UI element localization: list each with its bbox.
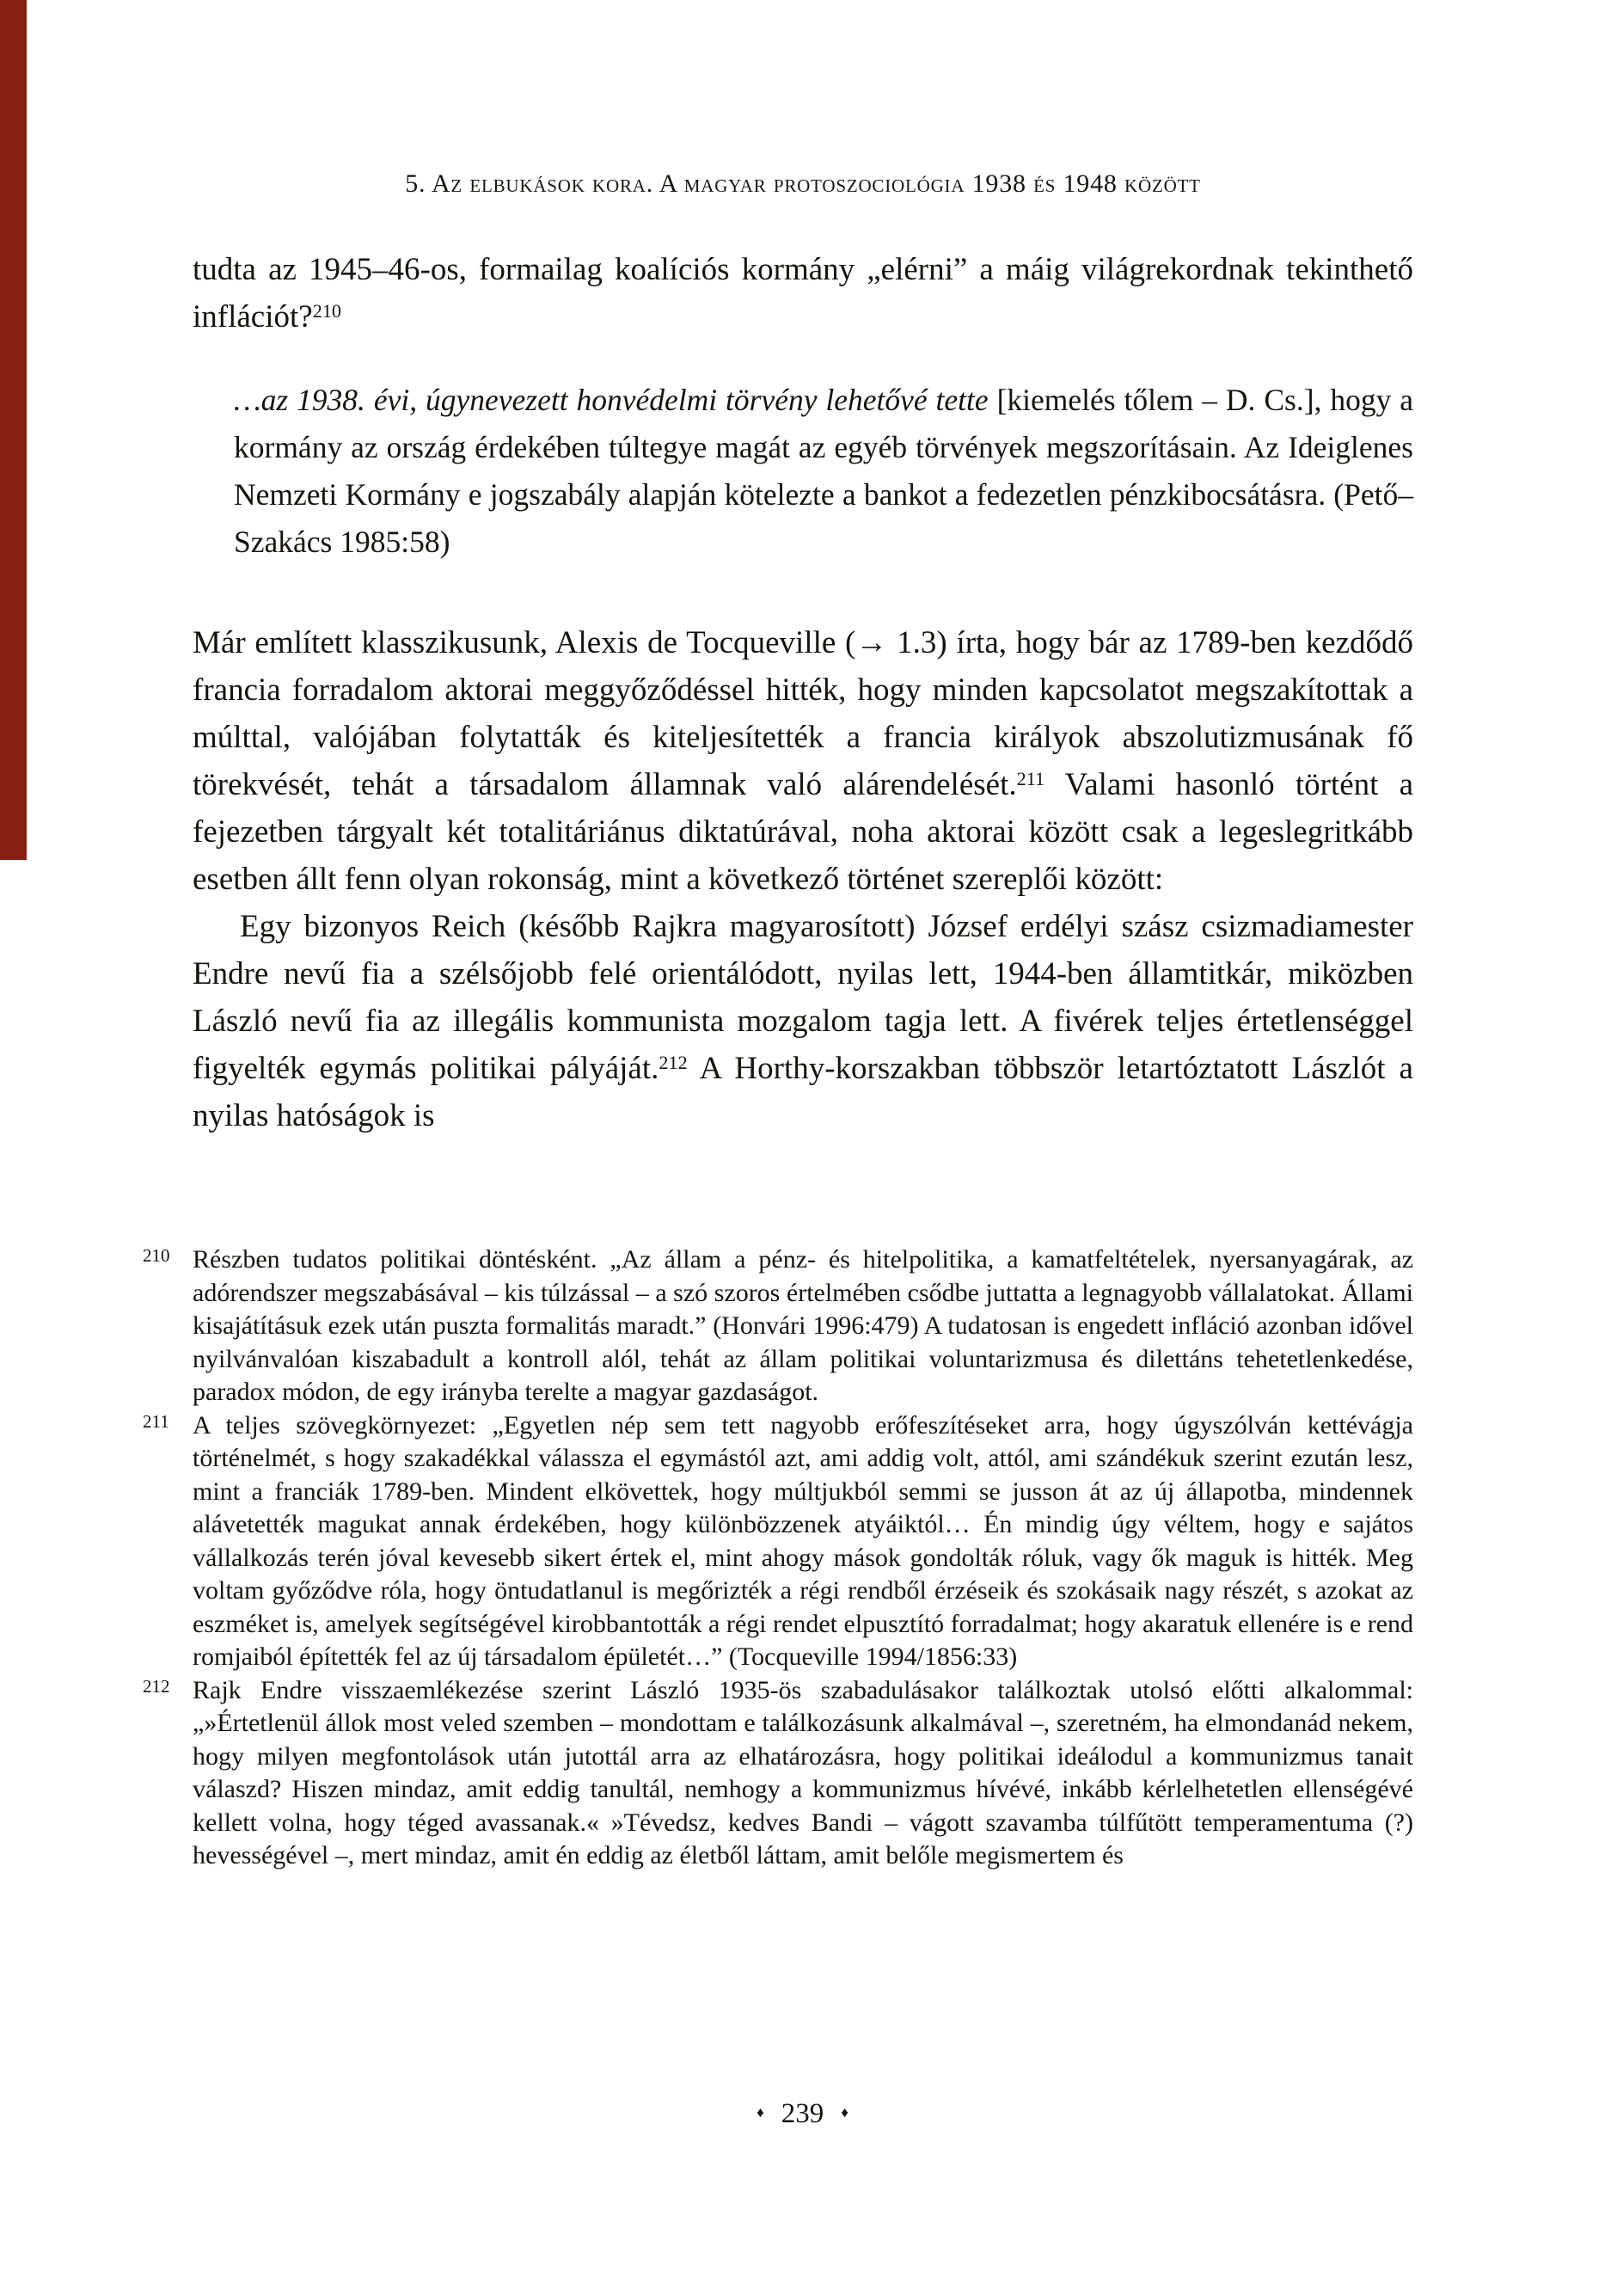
text-run: Egy bizonyos Reich (később Rajkra magyarosított) József erdélyi szász csizmadiamester Endre nevű fia a szélsőjobb felé orientálódott, nyilas lett, 1944-ben államtitkár, miközben László nevű fia az illegális kommunista mozgalom tagja lett. A fivérek teljes értetlenséggel figyelték egymás politikai pályáját.	[193, 909, 1413, 1086]
footnote-number: 212	[143, 1675, 170, 1697]
footnote-210	[143, 1243, 1413, 1409]
footnote-number: 211	[143, 1410, 169, 1432]
body-paragraph	[193, 903, 1413, 1139]
footnote-ref-superscript: 211	[1016, 768, 1045, 790]
footnote-ref-superscript: 212	[659, 1052, 688, 1074]
page-body-text	[193, 246, 1413, 1139]
text-run: tudta az 1945–46-os, formailag koalíciós kormány „elérni” a máig világrekordnak tekinthető inflációt?	[193, 252, 1413, 335]
running-header: 5. Az elbukások kora. A magyar protoszociológia 1938 és 1948 között	[405, 169, 1201, 198]
footnote-ref-superscript: 210	[312, 300, 341, 322]
text-run: Már említett klasszikusunk, Alexis de Tocqueville (→ 1.3) írta, hogy bár az 1789-ben kezdődő francia forradalom aktorai meggyőződéssel hitték, hogy minden kapcsolatot megszakítottak a múlttal, valójában folytatták és kiteljesítették a francia királyok abszolutizmusának fő törekvését, tehát a társadalom államnak való alárendelését.	[193, 625, 1413, 802]
text-run: A teljes szövegkörnyezet: „Egyetlen nép sem tett nagyobb erőfeszítéseket arra, hogy úgyszólván kettévágja történelmét, s hogy szakadékkal válassza el egymástól azt, ami addig volt, attól, ami szándékuk szerint ezután lesz, mint a franciák 1789-ben. Mindent elkövettek, hogy múltjukból semmi se jusson át az új állapotba, mindennek alávetették magukat annak érdekében, hogy különbözzenek atyáiktól… Én mindig úgy véltem, hogy e sajátos vállalkozás terén jóval kevesebb sikert értek el, mint ahogy mások gondolták róluk, vagy ők maguk is hitték. Meg voltam győződve róla, hogy öntudatlanul is megőrizték a régi rendből érzéseik és szokásaik nagy részét, s azokat az eszméket is, amelyek segítségével kirobbantották a régi rendet elpusztító forradalmat; hogy akaratuk ellenére is e rend romjaiból építették fel az új társadalom épületét…” (Tocqueville 1994/1856:33)	[193, 1410, 1413, 1671]
page-number-footer	[0, 2096, 1605, 2135]
text-run: A Horthy-korszakban többször letartóztatott Lászlót a nyilas hatóságok is	[193, 1051, 1413, 1133]
footnotes-section	[143, 1243, 1413, 1873]
book-edge-red-strip	[0, 0, 27, 860]
text-run: Valami hasonló történt a fejezetben tárgyalt két totalitáriánus diktatúrával, noha aktorai között csak a legeslegritkább esetben állt fenn olyan rokonság, mint a következő történet szereplői között:	[193, 767, 1413, 897]
footnote-212	[143, 1674, 1413, 1873]
block-quote	[234, 377, 1413, 566]
italic-text-run: …az 1938. évi, úgynevezett honvédelmi törvény lehetővé tette	[234, 383, 989, 417]
body-paragraph	[193, 619, 1413, 903]
body-paragraph	[193, 246, 1413, 341]
text-run: [kiemelés tőlem – D. Cs.], hogy a kormány az ország érdekében túltegye magát az egyéb törvények megszorításain. Az Ideiglenes Nemzeti Kormány e jogszabály alapján kötelezte a bankot a fedezetlen pénzkibocsátásra. (Pető–Szakács 1985:58)	[234, 383, 1413, 559]
page-number: 239	[781, 2098, 824, 2129]
footnote-211	[143, 1409, 1413, 1674]
text-run: Részben tudatos politikai döntésként. „Az állam a pénz- és hitelpolitika, a kamatfeltételek, nyersanyagárak, az adórendszer megszabásával – kis túlzással – a szó szoros értelmében csődbe juttatta a legnagyobb vállalatokat. Állami kisajátításuk ezek után puszta formalitás maradt.” (Honvári 1996:479) A tudatosan is engedett infláció azonban idővel nyilvánvalóan kiszabadult a kontroll alól, tehát az állam politikai voluntarizmusa és dilettáns tehetetlenkedése, paradox módon, de egy irányba terelte a magyar gazdaságot.	[193, 1245, 1413, 1406]
footer-bullet-right: ♦	[841, 2104, 848, 2121]
footer-bullet-left: ♦	[757, 2104, 764, 2121]
text-run: Rajk Endre visszaemlékezése szerint László 1935-ös szabadulásakor találkoztak utolsó előtti alkalommal: „»Értetlenül állok most veled szemben – mondottam e találkozásunk alkalmával –, szeretném, ha elmondanád nekem, hogy milyen megfontolások után jutottál arra az elhatározásra, hogy politikai ideálodul a kommunizmus tanait válaszd? Hiszen mindaz, amit eddig tanultál, nemhogy a kommunizmus hívévé, inkább kérlelhetetlen ellenségévé kellett volna, hogy téged avassanak.« »Tévedsz, kedves Bandi – vágott szavamba túlfűtött temperamentuma (?) hevességével –, mert mindaz, amit én eddig az életből láttam, amit belőle megismertem és	[193, 1675, 1413, 1869]
footnote-number: 210	[143, 1245, 170, 1266]
